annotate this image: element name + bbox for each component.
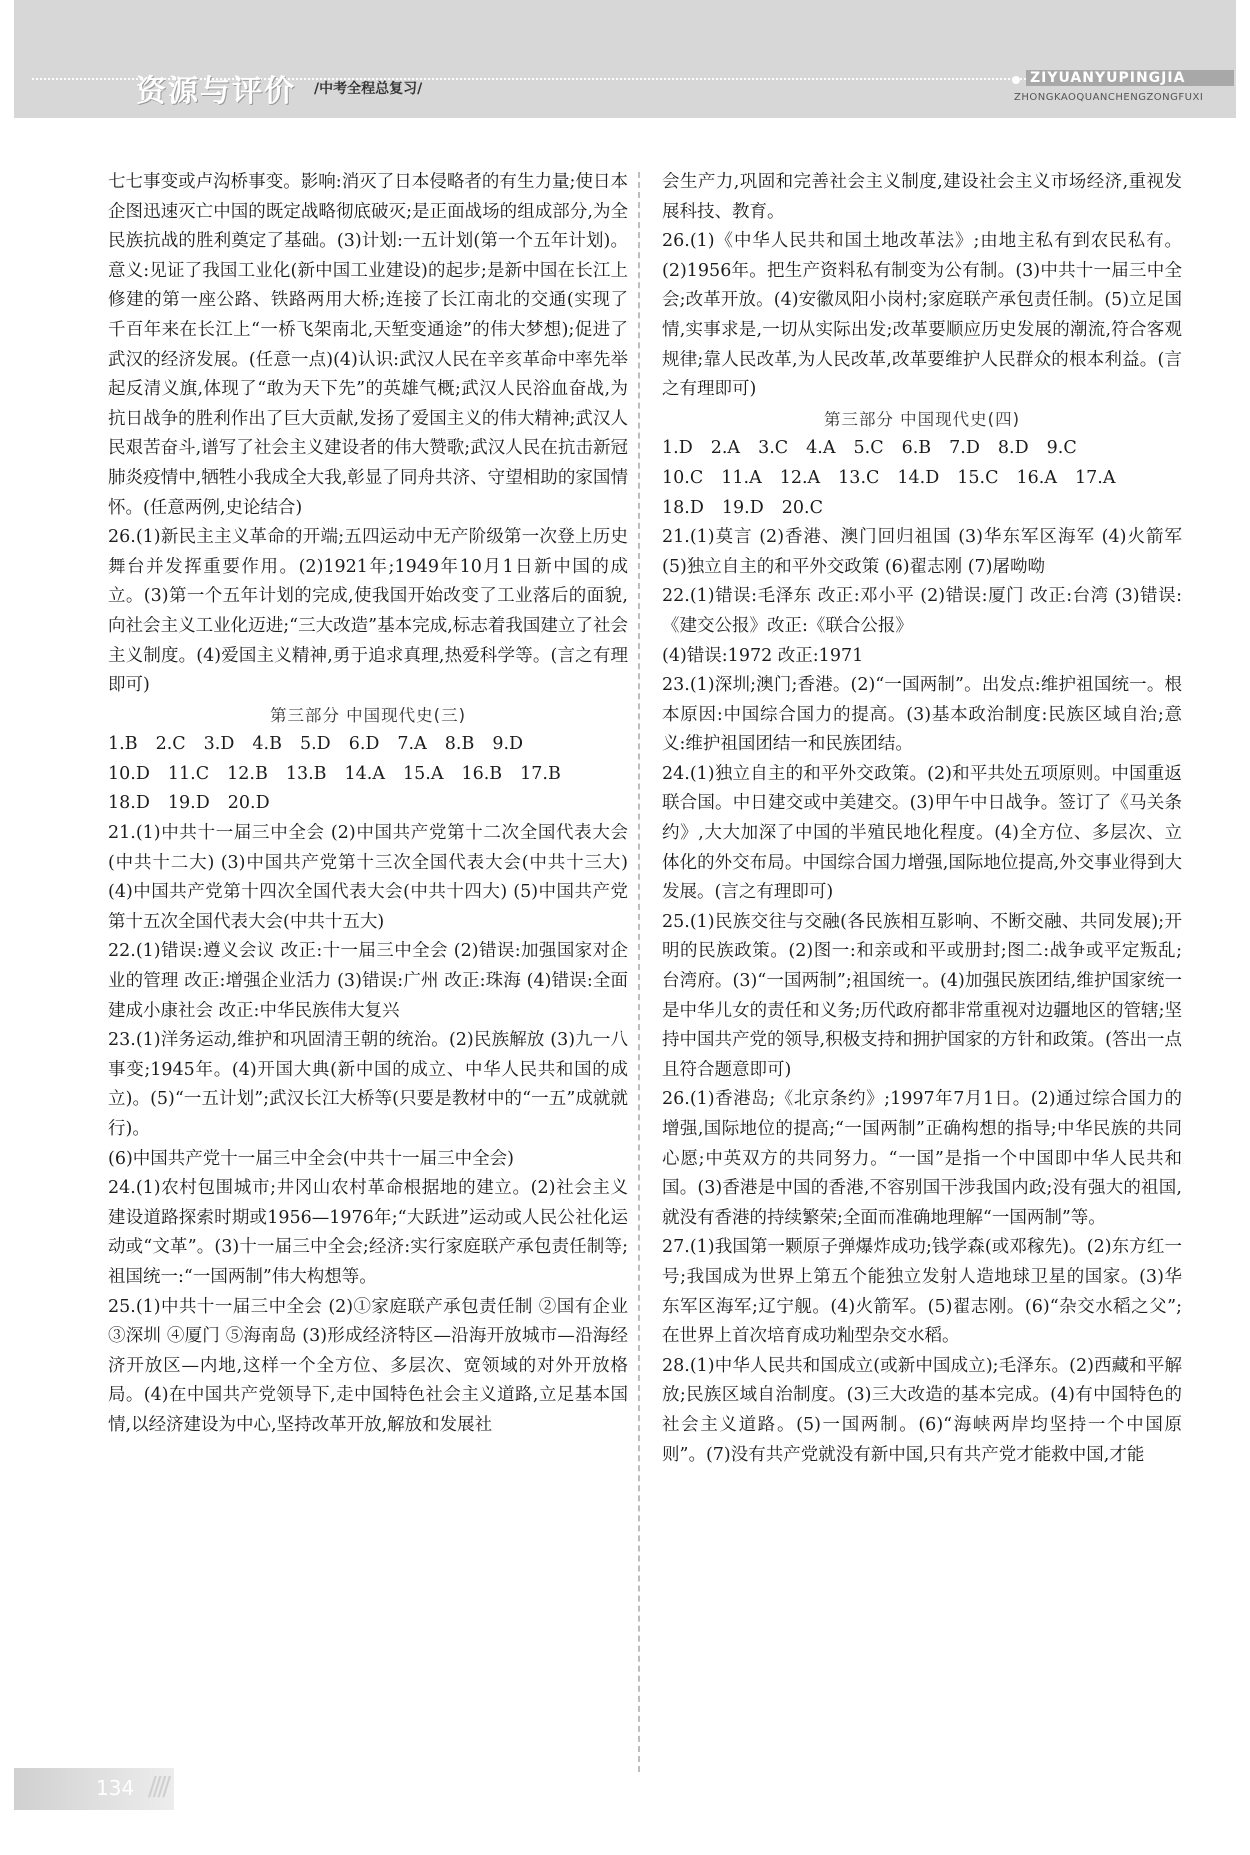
column-divider (638, 172, 640, 1772)
mcq-answer: 11.C (167, 763, 210, 784)
answer-28: 28.(1)中华人民共和国成立(或新中国成立);毛泽东。(2)西藏和平解放;民族区域自治制度。(3)三大改造的基本完成。(4)有中国特色的社会主义道路。(5)一国两制。(6)“海峡两岸均坚持一个中国原则”。(7)没有共产党就没有新中国,只有共产党才能救中国,才能 (662, 1355, 1182, 1465)
answer-21: 21.(1)莫言 (2)香港、澳门回归祖国 (3)华东军区海军 (4)火箭军 (5)独立自主的和平外交政策 (6)翟志刚 (7)屠呦呦 (662, 527, 1182, 577)
mcq-answer: 18.D (108, 793, 150, 814)
header-en-title: ZIYUANYUPINGJIA (1026, 70, 1234, 86)
mcq-answer: 2.A (710, 438, 741, 459)
header-dot-icon (1012, 76, 1020, 84)
mcq-row-1 (108, 730, 628, 760)
header-title: 资源与评价 (136, 74, 296, 109)
answer-24: 24.(1)农村包围城市;井冈山农村革命根据地的建立。(2)社会主义建设道路探索时期或1956—1976年;“大跃进”运动或人民公社化运动或“文革”。(3)十一届三中全会;经济:实行家庭联产承包责任制等;祖国统一:“一国两制”伟大构想等。 (108, 1178, 628, 1287)
mcq-answer: 12.B (227, 763, 268, 784)
mcq-answer: 8.D (997, 438, 1029, 459)
mcq-answer: 3.C (758, 438, 789, 459)
footer-slashes: //// (148, 1772, 168, 1802)
mcq-answer: 19.D (721, 497, 764, 518)
mcq-answer: 11.A (721, 467, 762, 488)
mcq-answer: 7.D (949, 438, 980, 459)
mcq-answer: 16.B (461, 763, 503, 784)
mcq-answer: 1.B (108, 734, 138, 755)
mcq-answer: 3.D (203, 734, 235, 755)
mcq-answer: 20.C (781, 497, 823, 518)
mcq-answer: 7.A (397, 734, 427, 755)
answer-26: 26.(1)新民主主义革命的开端;五四运动中无产阶级第一次登上历史舞台并发挥重要作用。(2)1921年;1949年10月1日新中国的成立。(3)第一个五年计划的完成,使我国开始改变了工业落后的面貌,向社会主义工业化迈进;“三大改造”基本完成,标志着我国建立了社会主义制度。(4)爱国主义精神,勇于追求真理,热爱科学等。(言之有理即可) (108, 527, 628, 696)
mcq-answer: 14.A (344, 763, 385, 784)
mcq-row-2 (108, 760, 628, 790)
mcq-answer: 12.A (779, 467, 821, 488)
answer-27: 27.(1)我国第一颗原子弹爆炸成功;钱学森(或邓稼先)。(2)东方红一号;我国成为世界上第五个能独立发射人造地球卫星的国家。(3)华东军区海军;辽宁舰。(4)火箭军。(5)翟志刚。(6)“杂交水稻之父”;在世界上首次培育成功籼型杂交水稻。 (662, 1237, 1182, 1347)
mcq-answer: 15.A (402, 763, 444, 784)
answer-25: 25.(1)中共十一届三中全会 (2)①家庭联产承包责任制 ②国有企业 ③深圳 ④厦门 ⑤海南岛 (3)形成经济特区—沿海开放城市—沿海经济开放区—内地,这样一个全方位、多层次、宽领域的对外开放格局。(4)在中国共产党领导下,走中国特色社会主义道路,立足基本国情,以经济建设为中心,坚持改革开放,解放和发展社 (108, 1296, 628, 1435)
mcq-answer: 1.D (662, 438, 693, 459)
header-en-subtitle: ZHONGKAOQUANCHENGZONGFUXI (1014, 92, 1204, 103)
mcq-answer: 4.B (252, 734, 282, 755)
mcq-answer: 5.D (299, 734, 331, 755)
mcq-answer: 13.B (285, 763, 327, 784)
page-number: 134 (96, 1776, 135, 1800)
page-footer (14, 1768, 174, 1810)
mcq-answer: 9.C (1046, 438, 1077, 459)
mcq-row-1 (662, 434, 1182, 464)
mcq-answer: 4.A (806, 438, 836, 459)
mcq-row-3 (662, 494, 1182, 524)
mcq-answer: 20.D (227, 793, 270, 814)
mcq-answer: 10.D (108, 763, 150, 784)
section-heading: 第三部分 中国现代史(四) (823, 409, 1021, 429)
mcq-answer: 5.C (853, 438, 884, 459)
answer-26-b: 26.(1)香港岛;《北京条约》;1997年7月1日。(2)通过综合国力的增强,国际地位的提高;“一国两制”正确构想的指导;中华民族的共同心愿;中英双方的共同努力。“一国”是指一个中国即中华人民共和国。(3)香港是中国的香港,不容别国干涉我国内政;没有强大的祖国,就没有香港的持续繁荣;全面而准确地理解“一国两制”等。 (662, 1089, 1182, 1228)
mcq-answer: 17.A (1074, 467, 1116, 488)
mcq-row-3 (108, 789, 628, 819)
answer-24: 24.(1)独立自主的和平外交政策。(2)和平共处五项原则。中国重返联合国。中日建交或中美建交。(3)甲午中日战争。签订了《马关条约》,大大加深了中国的半殖民地化程度。(4)全方位、多层次、立体化的外交布局。中国综合国力增强,国际地位提高,外交事业得到大发展。(言之有理即可) (662, 763, 1182, 903)
section-heading: 第三部分 中国现代史(三) (269, 705, 467, 725)
answer-23: 23.(1)深圳;澳门;香港。(2)“一国两制”。出发点:维护祖国统一。根本原因:中国综合国力的提高。(3)基本政治制度:民族区域自治;意义:维护祖国团结一和民族团结。 (662, 675, 1182, 755)
mcq-answer: 10.C (662, 467, 704, 488)
answer-25: 25.(1)民族交往与交融(各民族相互影响、不断交融、共同发展);开明的民族政策。(2)图一:和亲或和平或册封;图二:战争或平定叛乱;台湾府。(3)“一国两制”;祖国统一。(4)加强民族团结,维护国家统一是中华儿女的责任和义务;历代政府都非常重视对边疆地区的管辖;坚持中国共产党的领导,积极支持和拥护国家的方针和政策。(答出一点且符合题意即可) (662, 911, 1182, 1080)
mcq-answer: 2.C (155, 734, 186, 755)
mcq-answer: 19.D (167, 793, 210, 814)
answer-21: 21.(1)中共十一届三中全会 (2)中国共产党第十二次全国代表大会(中共十二大) (3)中国共产党第十三次全国代表大会(中共十三大) (4)中国共产党第十四次全国代表大会(中共十四大) (5)中国共产党第十五次全国代表大会(中共十五大) (108, 823, 628, 932)
mcq-answer: 17.B (520, 763, 561, 784)
mcq-answer: 14.D (897, 467, 940, 488)
page-header (14, 0, 1236, 118)
answer-22-part-4: (4)错误:1972 改正:1971 (662, 645, 864, 666)
answer-paragraph: 七七事变或卢沟桥事变。影响:消灭了日本侵略者的有生力量;使日本企图迅速灭亡中国的既定战略彻底破灭;是正面战场的组成部分,为全民族抗战的胜利奠定了基础。(3)计划:一五计划(第一个五年计划)。意义:见证了我国工业化(新中国工业建设)的起步;是新中国在长江上修建的第一座公路、铁路两用大桥;连接了长江南北的交通(实现了千百年来在长江上“一桥飞架南北,天堑变通途”的伟大梦想);促进了武汉的经济发展。(任意一点)(4)认识:武汉人民在辛亥革命中率先举起反清义旗,体现了“敢为天下先”的英雄气概;武汉人民浴血奋战,为抗日战争的胜利作出了巨大贡献,发扬了爱国主义的伟大精神;武汉人民艰苦奋斗,谱写了社会主义建设者的伟大赞歌;武汉人民在抗击新冠肺炎疫情中,牺牲小我成全大我,彰显了同舟共济、守望相助的家国情怀。(任意两例,史论结合) (108, 172, 628, 518)
left-column (108, 168, 628, 1441)
answer-26: 26.(1)《中华人民共和国土地改革法》;由地主私有到农民私有。(2)1956年。把生产资料私有制变为公有制。(3)中共十一届三中全会;改革开放。(4)安徽凤阳小岗村;家庭联产承包责任制。(5)立足国情,实事求是,一切从实际出发;改革要顺应历史发展的潮流,符合客观规律;靠人民改革,为人民改革,改革要维护人民群众的根本利益。(言之有理即可) (662, 231, 1182, 400)
right-column (662, 168, 1182, 1470)
answer-22: 22.(1)错误:毛泽东 改正:邓小平 (2)错误:厦门 改正:台湾 (3)错误:《建交公报》改正:《联合公报》 (662, 586, 1182, 636)
answer-paragraph: 会生产力,巩固和完善社会主义制度,建设社会主义市场经济,重视发展科技、教育。 (662, 172, 1182, 222)
mcq-answer: 9.D (492, 734, 524, 755)
mcq-answer: 6.B (901, 438, 932, 459)
mcq-row-2 (662, 464, 1182, 494)
answer-23-part-6: (6)中国共产党十一届三中全会(中共十一届三中全会) (108, 1148, 514, 1169)
answer-22: 22.(1)错误:遵义会议 改正:十一届三中全会 (2)错误:加强国家对企业的管理 改正:增强企业活力 (3)错误:广州 改正:珠海 (4)错误:全面建成小康社会 改正:中华民族伟大复兴 (108, 941, 628, 1021)
answer-23: 23.(1)洋务运动,维护和巩固清王朝的统治。(2)民族解放 (3)九一八事变;1945年。(4)开国大典(新中国的成立、中华人民共和国的成立)。(5)“一五计划”;武汉长江大桥等(只要是教材中的“一五”成就就行)。 (108, 1030, 628, 1139)
mcq-answer: 6.D (348, 734, 380, 755)
header-subtitle: /中考全程总复习/ (314, 81, 423, 97)
mcq-answer: 8.B (444, 734, 475, 755)
mcq-answer: 13.C (838, 467, 880, 488)
mcq-answer: 15.C (957, 467, 999, 488)
mcq-answer: 18.D (662, 497, 704, 518)
mcq-answer: 16.A (1016, 467, 1057, 488)
